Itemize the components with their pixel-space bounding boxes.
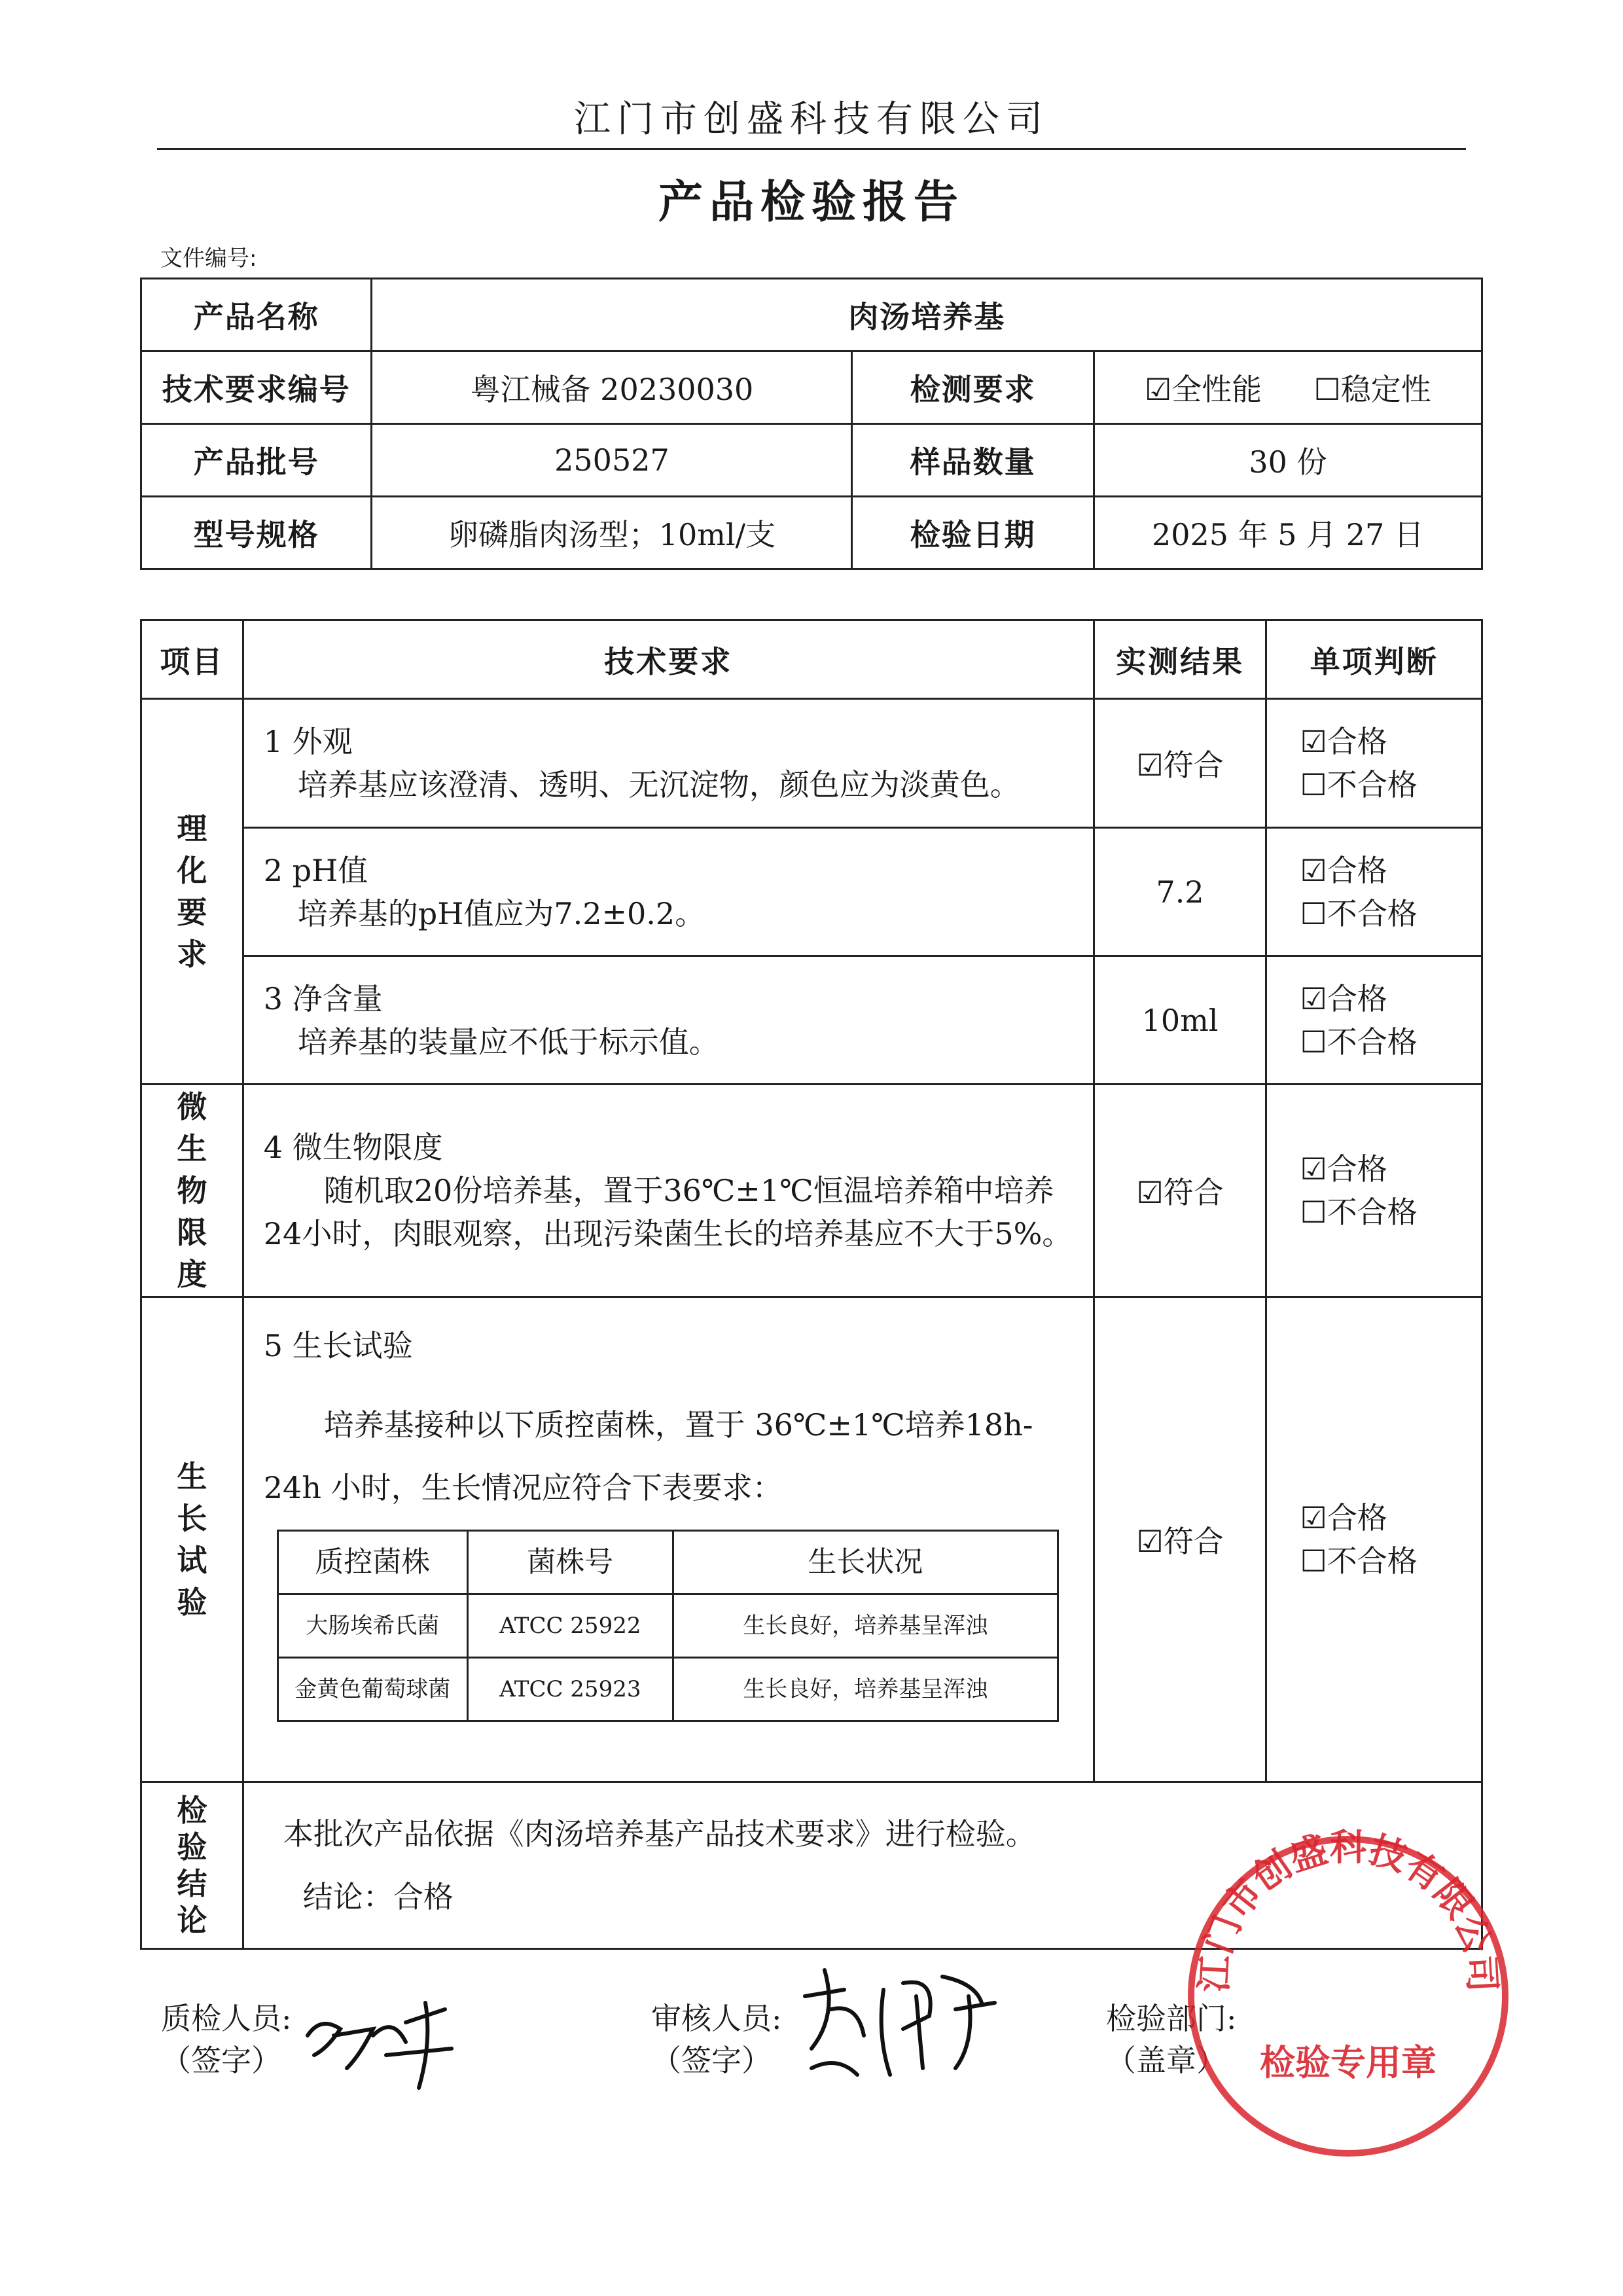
judge-fail: ☐不合格 [1300, 895, 1418, 931]
header-result: 实测结果 [1094, 620, 1266, 699]
req-growth [243, 1297, 1094, 1782]
strain-table [277, 1530, 1059, 1722]
inspection-table [140, 619, 1483, 1950]
judge-pass: ☑合格 [1300, 852, 1387, 888]
judge-fail: ☐不合格 [1300, 767, 1418, 802]
strain-growth: 生长良好，培养基呈浑浊 [673, 1658, 1058, 1721]
strain-name: 金黄色葡萄球菌 [277, 1658, 467, 1721]
judge-pass: ☑合格 [1300, 724, 1387, 759]
reviewer-block [651, 1998, 782, 2081]
inspector-block [161, 1998, 292, 2081]
strain-header-name: 质控菌株 [277, 1531, 467, 1594]
header-item: 项目 [141, 620, 243, 699]
seal-ring-text: 江门市创盛科技有限公司 [1192, 1827, 1504, 1994]
file-number-label: 文件编号: [160, 245, 257, 272]
strain-header-id: 菌株号 [467, 1531, 673, 1594]
req-ph [243, 828, 1094, 956]
result-microbe: ☑符合 [1094, 1085, 1266, 1297]
sample-label: 样品数量 [852, 424, 1094, 497]
strain-id: ATCC 25923 [467, 1658, 673, 1721]
req-growth-title: 5 生长试验 [263, 1328, 413, 1363]
req-net-content-title: 3 净含量 [263, 980, 383, 1016]
result-growth: ☑符合 [1094, 1297, 1266, 1782]
req-appearance-title: 1 外观 [263, 724, 353, 759]
req-net-content [243, 956, 1094, 1085]
result-ph: 7.2 [1094, 828, 1266, 956]
product-name-value: 肉汤培养基 [372, 279, 1482, 351]
req-microbe-text: 随机取20份培养基，置于36℃±1℃恒温培养箱中培养24小时，肉眼观察，出现污染菌生长的培养基应不大于5%。 [263, 1173, 1073, 1251]
req-ph-text: 培养基的pH值应为7.2±0.2。 [297, 895, 705, 931]
product-name-label: 产品名称 [141, 279, 372, 351]
req-microbe-title: 4 微生物限度 [263, 1130, 443, 1165]
test-req-label: 检测要求 [852, 351, 1094, 424]
req-ph-title: 2 pH值 [263, 852, 368, 888]
req-appearance-text: 培养基应该澄清、透明、无沉淀物，颜色应为淡黄色。 [297, 767, 1020, 802]
strain-header-growth: 生长状况 [673, 1531, 1058, 1594]
seal-center-text: 检验专用章 [1260, 2042, 1436, 2083]
judge-growth [1266, 1297, 1482, 1782]
strain-id: ATCC 25922 [467, 1594, 673, 1658]
judge-appearance [1266, 699, 1482, 828]
checkbox-full-performance: ☑全性能 [1145, 372, 1262, 407]
inspector-label: 质检人员: [161, 2001, 292, 2036]
group-physchem-label: 理化要求 [141, 699, 243, 1085]
req-microbe [243, 1085, 1094, 1297]
test-req-options [1094, 351, 1482, 424]
group-conclusion-label: 检验结论 [141, 1782, 243, 1949]
strain-growth: 生长良好，培养基呈浑浊 [673, 1594, 1058, 1658]
dept-label: 检验部门: [1106, 2001, 1237, 2036]
req-net-content-text: 培养基的装量应不低于标示值。 [297, 1024, 719, 1060]
header-requirement: 技术要求 [243, 620, 1094, 699]
judge-pass: ☑合格 [1300, 1500, 1387, 1535]
checkbox-stability: ☐稳定性 [1313, 372, 1431, 407]
req-appearance [243, 699, 1094, 828]
judge-microbe [1266, 1085, 1482, 1297]
svg-text:江门市创盛科技有限公司 [1193, 1827, 1503, 1993]
judge-pass: ☑合格 [1300, 980, 1387, 1016]
inspector-signature [294, 1990, 478, 2094]
strain-name: 大肠埃希氏菌 [277, 1594, 467, 1658]
model-value: 卵磷脂肉汤型；10ml/支 [372, 497, 852, 569]
batch-value: 250527 [372, 424, 852, 497]
group-microbe-label: 微生物限度 [141, 1085, 243, 1297]
judge-fail: ☐不合格 [1300, 1024, 1418, 1060]
conclusion-text: 本批次产品依据《肉汤培养基产品技术要求》进行检验。 [283, 1816, 1036, 1852]
company-seal [1178, 1826, 1518, 2166]
conclusion-result: 结论：合格 [302, 1879, 454, 1914]
sample-value: 30 份 [1094, 424, 1482, 497]
company-name: 江门市创盛科技有限公司 [574, 98, 1049, 141]
reviewer-signature [785, 1957, 1008, 2088]
dept-note: （盖章） [1106, 2043, 1226, 2078]
judge-fail: ☐不合格 [1300, 1194, 1418, 1230]
group-growth-label: 生长试验 [141, 1297, 243, 1782]
table-row [277, 1658, 1058, 1721]
result-appearance: ☑符合 [1094, 699, 1266, 828]
judge-ph [1266, 828, 1482, 956]
model-label: 型号规格 [141, 497, 372, 569]
reviewer-note: （签字） [651, 2043, 772, 2078]
judge-pass: ☑合格 [1300, 1151, 1387, 1187]
date-value: 2025 年 5 月 27 日 [1094, 497, 1482, 569]
header-divider [157, 148, 1466, 150]
judge-fail: ☐不合格 [1300, 1543, 1418, 1579]
date-label: 检验日期 [852, 497, 1094, 569]
result-net-content: 10ml [1094, 956, 1266, 1085]
header-judgement: 单项判断 [1266, 620, 1482, 699]
batch-label: 产品批号 [141, 424, 372, 497]
req-growth-text: 培养基接种以下质控菌株，置于 36℃±1℃培养18h-24h 小时，生长情况应符合下表要求： [263, 1407, 1033, 1505]
product-info-table [140, 278, 1483, 570]
reviewer-label: 审核人员: [651, 2001, 782, 2036]
judge-net-content [1266, 956, 1482, 1085]
inspector-note: （签字） [161, 2043, 281, 2078]
tech-no-value: 粤江械备 20230030 [372, 351, 852, 424]
tech-no-label: 技术要求编号 [141, 351, 372, 424]
table-row [277, 1594, 1058, 1658]
page-title: 产品检验报告 [658, 176, 965, 228]
